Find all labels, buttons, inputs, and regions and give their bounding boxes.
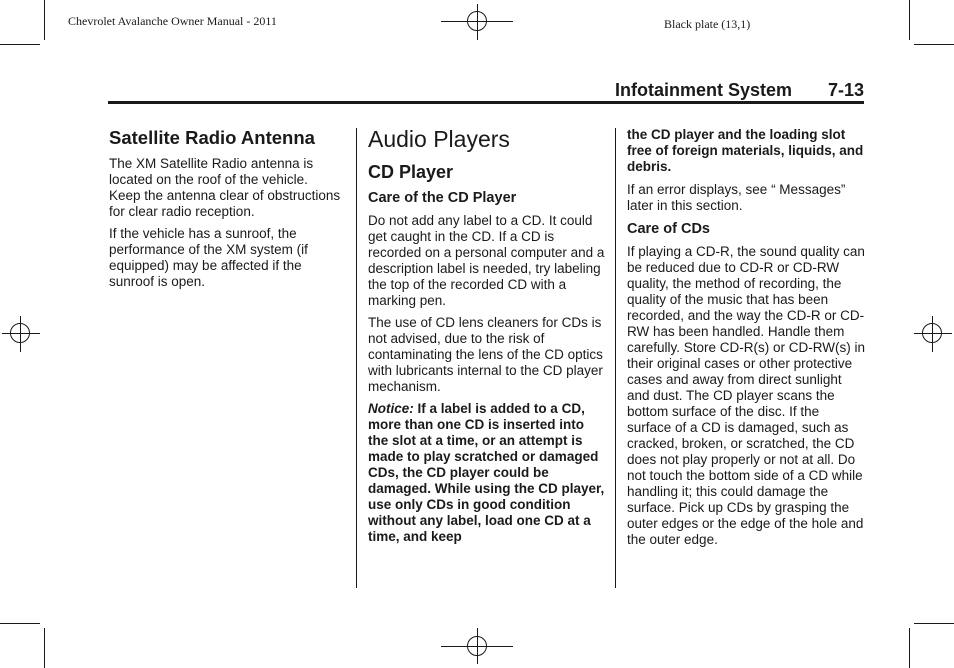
- paragraph: If the vehicle has a sunroof, the performance of the XM system (if equipped) may be affected if the sunroof is open.: [109, 226, 308, 289]
- running-head: Infotainment System: [615, 80, 793, 100]
- column-2: [368, 125, 606, 551]
- section-title: CD Player: [368, 162, 454, 182]
- notice-text: If a label is added to a CD, more than one CD is inserted into the slot at a time, or an attempt is made to play scratched or damaged CDs, the CD player could be damaged. While using the CD player, use only CDs in good condition without any label, load one CD at a time, and keep: [368, 401, 605, 544]
- page-number: 7-13: [828, 80, 865, 100]
- paragraph: Do not add any label to a CD. It could get caught in the CD. If a CD is recorded on a personal computer and a description label is needed, try labeling the top of the recorded CD with a marking pen.: [368, 213, 605, 308]
- paragraph: The use of CD lens cleaners for CDs is not advised, due to the risk of contaminating the lens of the CD optics with lubricants internal to the CD player mechanism.: [368, 315, 603, 394]
- notice-continuation: the CD player and the loading slot free of foreign materials, liquids, and debris.: [627, 127, 864, 174]
- header-rule: [108, 101, 864, 104]
- paragraph: The XM Satellite Radio antenna is located on the roof of the vehicle. Keep the antenna clear of obstructions for clear radio reception.: [109, 156, 341, 219]
- column-divider: [615, 128, 616, 588]
- paragraph: If playing a CD-R, the sound quality can be reduced due to CD-R or CD-RW quality, the method of recording, the quality of the music that has been recorded, and the way the CD-R or CD-RW has been handled. Handle them carefully. Store CD-R(s) or CD-RW(s) in their original cases or other protective cases and away from direct sunlight and dust. The CD player scans the bottom surface of the disc. If the surface of a CD is damaged, such as cracked, broken, or scratched, the CD does not play properly or not at all. Do not touch the bottom side of a CD while handling it; this could damage the surface. Pick up CDs by grasping the outer edges or the edge of the hole and the outer edge.: [627, 244, 866, 547]
- column-3: [627, 127, 867, 554]
- column-divider: [356, 128, 357, 588]
- notice-paragraph: [368, 401, 606, 545]
- manual-title: Chevrolet Avalanche Owner Manual - 2011: [68, 14, 277, 28]
- plate-label: Black plate (13,1): [664, 17, 751, 31]
- subsection-heading: Care of CDs: [627, 221, 710, 237]
- notice-label: Notice:: [368, 401, 414, 416]
- chapter-heading: Audio Players: [368, 126, 510, 152]
- subsection-heading: Care of the CD Player: [368, 190, 517, 206]
- section-title: Satellite Radio Antenna: [109, 127, 315, 148]
- paragraph: If an error displays, see “ Messages” later in this section.: [627, 182, 846, 213]
- column-1: [109, 127, 341, 296]
